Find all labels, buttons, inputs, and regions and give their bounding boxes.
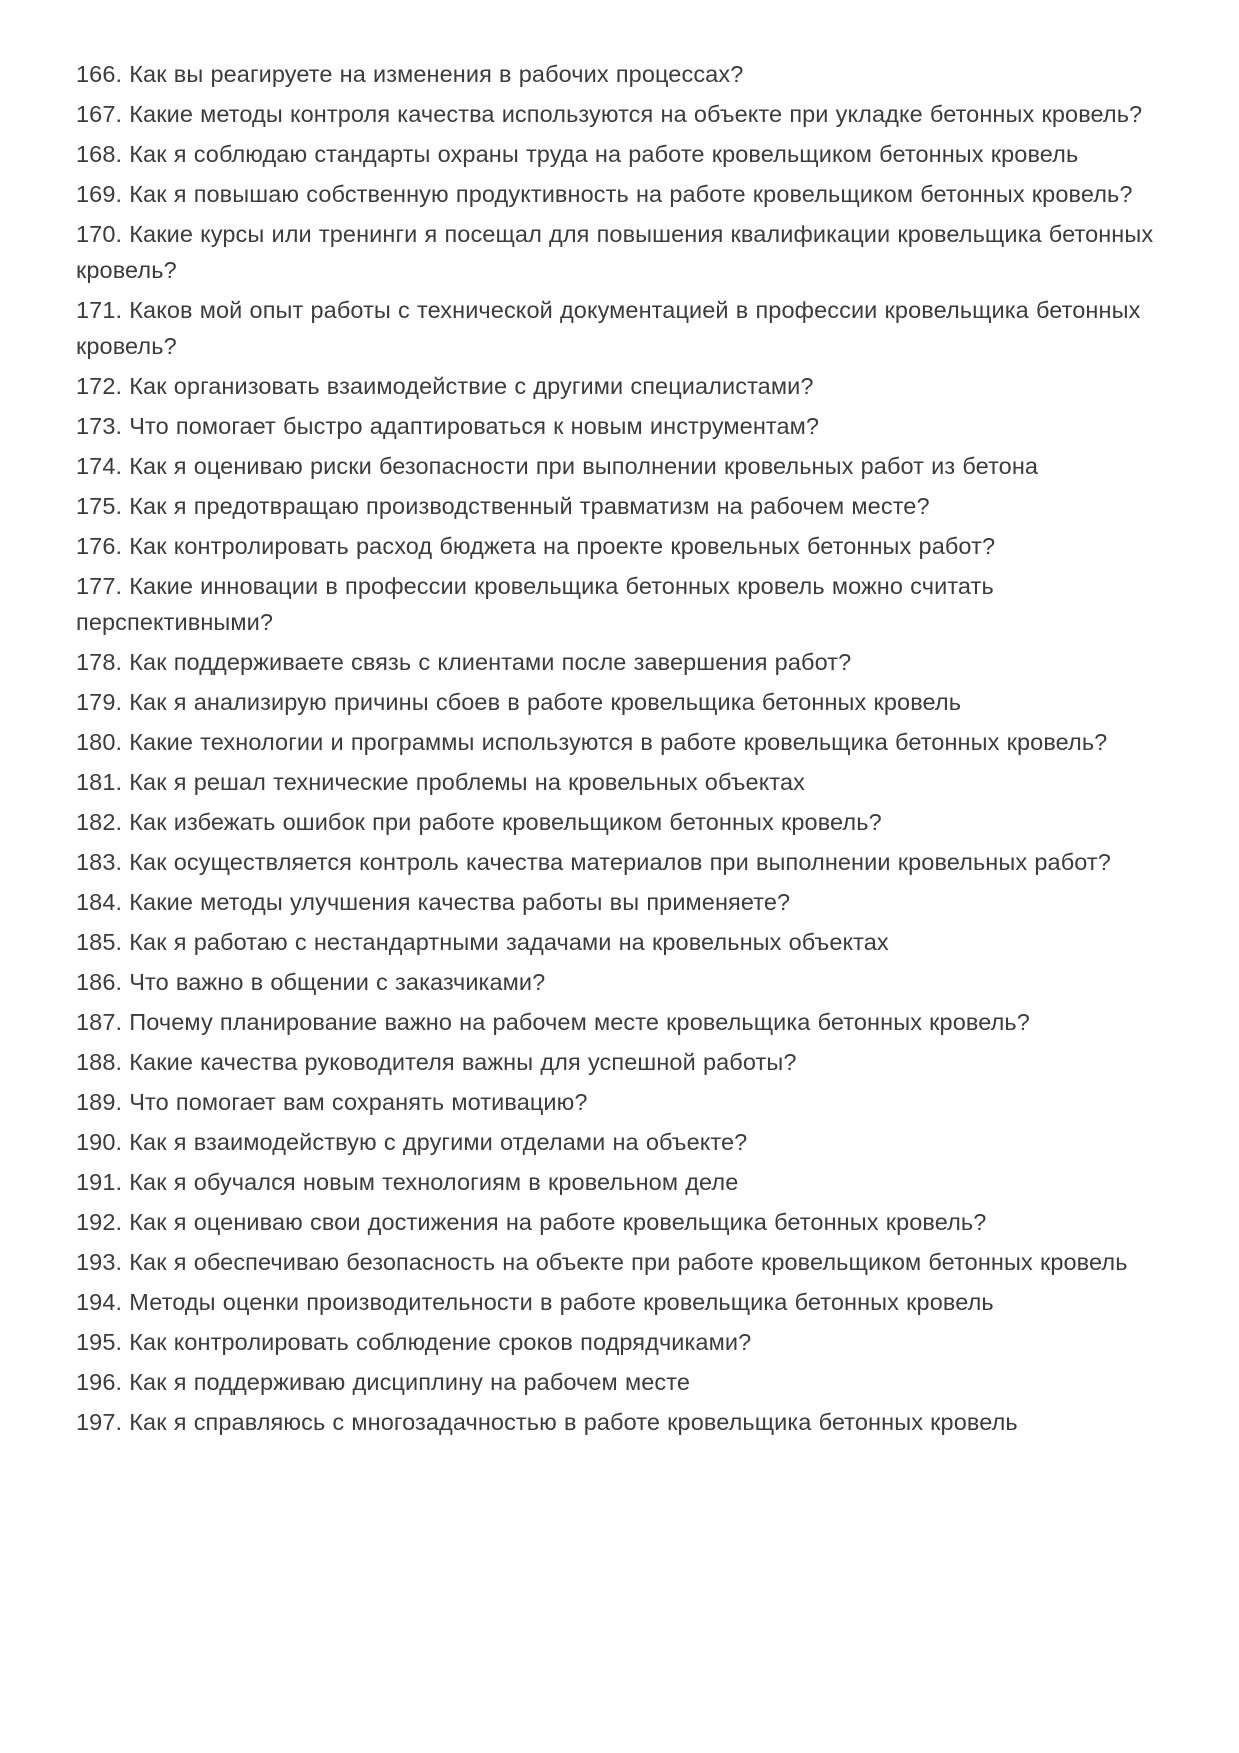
question-item: 170. Какие курсы или тренинги я посещал для повышения квалификации кровельщика бетонных кровель? — [76, 221, 1154, 283]
question-item: 191. Как я обучался новым технологиям в кровельном деле — [76, 1169, 739, 1195]
question-item: 193. Как я обеспечиваю безопасность на объекте при работе кровельщиком бетонных кровель — [76, 1249, 1128, 1275]
question-item: 184. Какие методы улучшения качества работы вы применяете? — [76, 889, 791, 915]
question-item: 169. Как я повышаю собственную продуктивность на работе кровельщиком бетонных кровель? — [76, 181, 1133, 207]
question-item: 186. Что важно в общении с заказчиками? — [76, 969, 546, 995]
question-item: 189. Что помогает вам сохранять мотивацию? — [76, 1089, 588, 1115]
question-item: 185. Как я работаю с нестандартными задачами на кровельных объектах — [76, 929, 889, 955]
question-item: 192. Как я оцениваю свои достижения на работе кровельщика бетонных кровель? — [76, 1209, 987, 1235]
question-item: 182. Как избежать ошибок при работе кровельщиком бетонных кровель? — [76, 809, 882, 835]
question-item: 166. Как вы реагируете на изменения в рабочих процессах? — [76, 61, 744, 87]
question-item: 172. Как организовать взаимодействие с другими специалистами? — [76, 373, 814, 399]
question-item: 173. Что помогает быстро адаптироваться к новым инструментам? — [76, 413, 820, 439]
question-item: 171. Каков мой опыт работы с технической документацией в профессии кровельщика бетонных кровель? — [76, 297, 1141, 359]
question-item: 176. Как контролировать расход бюджета на проекте кровельных бетонных работ? — [76, 533, 996, 559]
question-item: 190. Как я взаимодействую с другими отделами на объекте? — [76, 1129, 748, 1155]
question-item: 168. Как я соблюдаю стандарты охраны труда на работе кровельщиком бетонных кровель — [76, 141, 1079, 167]
question-item: 177. Какие инновации в профессии кровельщика бетонных кровель можно считать перспективными? — [76, 573, 994, 635]
question-list — [76, 56, 1167, 1440]
question-item: 178. Как поддерживаете связь с клиентами после завершения работ? — [76, 649, 852, 675]
question-item: 174. Как я оцениваю риски безопасности при выполнении кровельных работ из бетона — [76, 453, 1039, 479]
question-item: 197. Как я справляюсь с многозадачностью в работе кровельщика бетонных кровель — [76, 1409, 1018, 1435]
question-item: 195. Как контролировать соблюдение сроков подрядчиками? — [76, 1329, 752, 1355]
question-item: 175. Как я предотвращаю производственный травматизм на рабочем месте? — [76, 493, 930, 519]
question-item: 183. Как осуществляется контроль качества материалов при выполнении кровельных работ? — [76, 849, 1111, 875]
question-item: 167. Какие методы контроля качества используются на объекте при укладке бетонных кровель? — [76, 101, 1143, 127]
question-item: 179. Как я анализирую причины сбоев в работе кровельщика бетонных кровель — [76, 689, 962, 715]
question-item: 187. Почему планирование важно на рабочем месте кровельщика бетонных кровель? — [76, 1009, 1030, 1035]
question-item: 194. Методы оценки производительности в работе кровельщика бетонных кровель — [76, 1289, 994, 1315]
question-item: 180. Какие технологии и программы используются в работе кровельщика бетонных кровель? — [76, 729, 1108, 755]
question-item: 181. Как я решал технические проблемы на кровельных объектах — [76, 769, 805, 795]
question-item: 188. Какие качества руководителя важны для успешной работы? — [76, 1049, 797, 1075]
question-item: 196. Как я поддерживаю дисциплину на рабочем месте — [76, 1369, 690, 1395]
